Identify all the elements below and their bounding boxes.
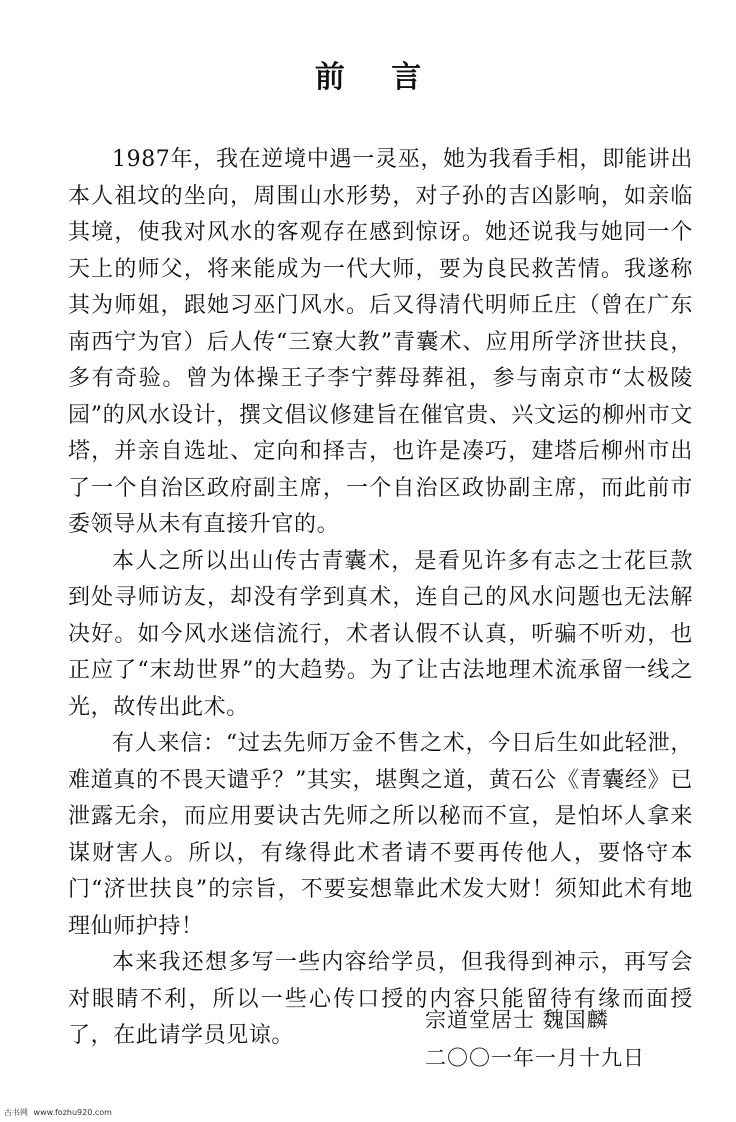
- preface-body: [68, 142, 693, 1055]
- paragraph-2: 本人之所以出山传古青囊术，是看见许多有志之士花巨款到处寻师访友，却没有学到真术，连自己的风水问题也无法解决好。如今风水迷信流行，术者认假不认真，听骗不听劝，也正应了“末劫世界”的大趋势。为了让古法地理术流承留一线之光，故传出此术。: [68, 548, 693, 720]
- signature-date: 二〇〇一年一月十九日: [425, 1046, 645, 1070]
- signature-block: [425, 1001, 705, 1077]
- source-footer: [4, 1108, 112, 1118]
- paragraph-4: 本来我还想多写一些内容给学员，但我得到神示，再写会对眼睛不利，所以一些心传口授的内容只能留待有缘而面授了，在此请学员见谅。: [68, 950, 693, 1048]
- paragraph-3: 有人来信：“过去先师万金不售之术，今日后生如此轻泄，难道真的不畏天谴乎？”其实，堪舆之道，黄石公《青囊经》已泄露无余，而应用要诀古先师之所以秘而不宣，是怕坏人拿来谋财害人。所以，有缘得此术者请不要再传他人，要恪守本门“济世扶良”的宗旨，不要妄想靠此术发大财！须知此术有地理仙师护持！: [68, 731, 693, 939]
- footer-url-link[interactable]: www.fozhu920.com: [33, 1108, 112, 1117]
- signature-author: 宗道堂居士 魏国麟: [425, 1008, 609, 1032]
- footer-source-label: 古书网: [4, 1108, 28, 1117]
- page-title: 前 言: [314, 60, 440, 95]
- paragraph-1: 1987年，我在逆境中遇一灵巫，她为我看手相，即能讲出本人祖坟的坐向，周围山水形势，对子孙的吉凶影响，如亲临其境，使我对风水的客观存在感到惊讶。她还说我与她同一个天上的师父，将来能成为一代大师，要为良民救苦情。我遂称其为师姐，跟她习巫门风水。后又得清代明师丘庄（曾在广东 南西宁为官）后人传“三寮大教”青囊术、应用所学济世扶良，多有奇验。曾为体操王子李宁葬母葬祖，参与南京市“太极陵园”的风水设计，撰文倡议修建旨在催官贵、兴文运的柳州市文塔，并亲自选址、定向和择吉，也许是凑巧，建塔后柳州市出了一个自治区政府副主席，一个自治区政协副主席，而此前市委领导从未有直接升官的。: [68, 147, 693, 537]
